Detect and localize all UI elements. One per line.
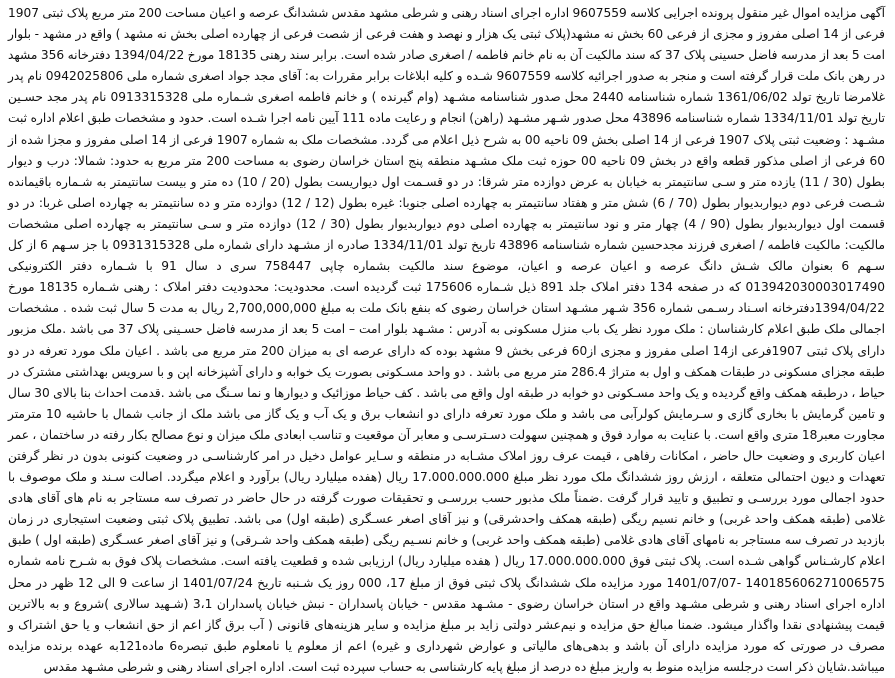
auction-notice-text: آگهی مزایده اموال غیر منقول پرونده اجرایی کلاسه 9607559 اداره اجرای اسناد رهنی و شرطی مشهد مقدس ششدانگ عرصه و اعیان مساحت 200 متر مربع پلاک ثبتی 1907 فرعی از 14 اصلی مفروز و مجزی از فرعی 60 بخش نه مشهد(پلاک ثبتی یک هزار و نهصد و هفت فرعی از شصت فرعی از چهارده اصلی بخش نه مشهد ) واقع در مشهد - بلوار امت 5 بعد از مدرسه فاضل حسینی پلاک 37 که سند مالکیت آن به نام خانم فاطمه / اصغری صادر شده است. برابر سند رهنی 18135 مورخ 1394/04/22 دفترخانه 356 مشهد در رهن بانک ملت قرار گرفته است و منجر به صدور اجرائیه کلاسه 9607559 شـده و کلیه ابلاغات برابر مقررات به: آقای مجد جواد اصغری شماره ملی 0942025806 نام پدر غلامرضا تاریخ تولد 1361/06/02 شماره شناسنامه 2440 محل صدور شناسنامه مشـهد (وام گیرنده ) و خانم فاطمه اصغری شـماره ملی 0913315328 نام پدر مجد حسـین تاریخ تولد 1334/11/01 شماره شناسنامه 43896 محل صدور شـهر مشـهد (راهن) انجام و رعایت ماده 111 آیین نامه اجرا شـده است. حدود و مشخصات طبق اعلام اداره ثبت مشـهد : وضعیت ثبتی پلاک 1907 فرعی از 14 اصلی بخش 09 ناحیه 00 به شرح ذیل اعلام می گردد. مشخصات ملک به شماره 1907 فرعی از 14 اصلی مفروز و مجزا شده از 60 فرعی از اصلی مذکور قطعه واقع در بخش 09 ناحیه 00 حوزه ثبت ملک مشـهد منطقه پنج استان خراسان رضوی به مساحت 200 متر مربع به حدود: شمالا: درب و دیوار بطول (30 / 11) یازده متر و سـی سانتیمتر به خیابان به عرض دوازده متر شرقا: در دو قسـمت اول دیواریست بطول (20 / 10) ده متر و بیست سانتیمتر به شـماره باقیمانده شـصت فرعی دوم دیواربدیوار بطول (70 / 6) شش متر و هفتاد سانتیمتر به چهارده اصلی جنوبا: غیره بطول (12 / 12) دوازده متر و ده سانتیمتر به چهارده اصلی غربا: در دو قسمت اول دیواربدیوار بطول (90 / 4) چهار متر و نود سانتیمتر به چهارده اصلی دوم دیواربدیوار بطول (30 / 12) دوازده متر و سـی سانتیمتر به چهارده اصلی مشخصات مالکیت: مالکیت فاطمه / اصغری فرزند مجدحسین شماره شناسنامه 43896 تاریخ تولد 1334/11/01 صادره از مشـهد دارای شماره ملی 0931315328 با جز سـهم 6 از کل سـهم 6 بعنوان مالک شـش دانگ عرصه و اعیان عرصه و اعیان، موضوع سند مالکیت بشماره چاپی 758447 سری د سال 91 با شـماره دفتر الکترونیکی 013942030003017490 که در صفحه 134 دفتر املاک جلد 891 ذیل شـماره 175606 ثبت گردیده است. محدودیت: محدودیت دفتر املاک : رهنی شـماره 18135 مورخ 1394/04/22دفترخانه اسـناد رسـمی شماره 356 شـهر مشـهد استان خراسان رضوی که بنفع بانک ملت به مبلغ 2,700,000,000 ریال به مدت 5 سال ثبت شده . مشخصات اجمالی ملک طبق اعلام کارشناسان : ملک مورد نظر یک باب منزل مسکونی به آدرس : مشـهد بلوار امت – امت 5 بعد از مدرسه فاضل حسـینی پلاک 37 می باشد .ملک مزبور دارای پلاک ثبتی 1907فرعی از14 اصلی مفروز و مجزی از60 فرعی بخش 9 مشهد بوده که دارای عرصه ای به میزان 200 متر مربع می باشد . اعیان ملک مورد تعرفه در دو طبقه مجزای مسکونی در طبقات همکف و اول به متراژ 286.4 متر مربع می باشد . دو واحد مسـکونی بصورت یک خوابه و دارای آشپزخانه اپن و با سرویس بهداشتی مشترک در حیاط ، درطبقه همکف واقع گردیده و یک واحد مسـکونی دو خوابه در طبقه اول واقع می باشد . کف حیاط موزائیک و دیوارها و نما سـنگ می باشد .قدمت احداث بنا بالای 30 سال و تامین گرمایش با بخاری گازی و سـرمایش کولرآبی می باشد و ملک مورد تعرفه دارای دو انشعاب برق و یک آب و یک گاز می باشد ملک از جانب شمال با حاشیه 10 مترمتر مجاورت معبر18 متری واقع است. با عنایت به موارد فوق و همچنین سهولت دسـترسـی و معابر آن موقعیت و تناسب ابعادی ملک میزان و نوع مصالح بکار رفته در ساختمان ، عمر اعیان کاربری و وضعیت حال حاضر ، امکانات رفاهی ، قیمت عرف روز املاک مشـابه در منطقه و سـایر عوامل دخیل در امر کارشناسـی در وضعیت کنونی بدون در نظر گرفتن تعهدات و دیون احتمالی متعلقه ، ارزش روز ششدانگ ملک مورد نظر مبلغ 17.000.000.000 ریال (هفده میلیارد ریال) برآورد و اعلام میگردد. اصالت سـند و ملک موصوف با حدود اجمالی مورد بررسـی و تطبیق و تایید قرار گرفت .ضمناً ملک مذبور حسب بررسـی و تحقیقات صورت گرفته در حال حاضر در تصرف سه مستاجر به نام های آقای هادی غلامی (طبقه همکف واحد غربی) و خانم نسیم ریگی (طبقه همکف واحدشرقی) و نیز آقای اصغر عسـگری (طبقه اول) می باشد. تطبیق پلاک ثبتی وضعیت استیجاری در زمان بازدید در تصرف سه مستاجر به نامهای آقای هادی غلامی (طبقه همکف واحد غربی) و خانم نسـیم ریگی (طبقه همکف واحد شـرقی) و نیز آقای اصغر عسـگری (طبقه اول ) طبق اعلام کارشـناس گواهی شـده است. پلاک ثبتی فوق 17.000.000.000 ریال ( هفده میلیارد ریال) ارزیابی شده و قطعیت یافته است. مشخصات پلاک فوق به شـرح نامه شماره 140185606271006575 -1401/07/07 مورد مزایده ملک ششدانگ پلاک ثبتی فوق از مبلغ 17، 000 روز یک شـنبه تاریخ 1401/07/24 از ساعت 9 الی 12 ظهر در محل اداره اجرای اسناد رهنی و شرطی مشـهد واقع در استان خراسان رضوی - مشـهد مقدس - خیابان پاسداران - نبش خیابان پاسداران 3،1 (شـهید سالاری )شروع و به بالاترین قیمت پیشنهادی نقدا واگذار میشود. ضمنا مبالغ حق مزایده و نیم‌عشر دولتی زاید بر مبلغ مزایده و سایر هزینه‌های قانونی ( آب برق گاز اعم از حق انشعاب و یا حق اشتراک و مصرف در صورتی که مورد مزایده دارای آن باشد و بدهی‌های مالیاتی و عوارض شهرداری و غیره) اعم از معلوم یا نامعلوم طبق تبصره6 ماده121به عهده برنده مزایده میباشد.شایان ذکر است درجلسه مزایده منوط به واریز مبلغ ده درصد از مبلغ پایه کارشناسی به حساب سپرده ثبت است. اداره اجرای اسناد رهنی و شرطی مشـهد مقدس — [8, 6, 886, 674]
